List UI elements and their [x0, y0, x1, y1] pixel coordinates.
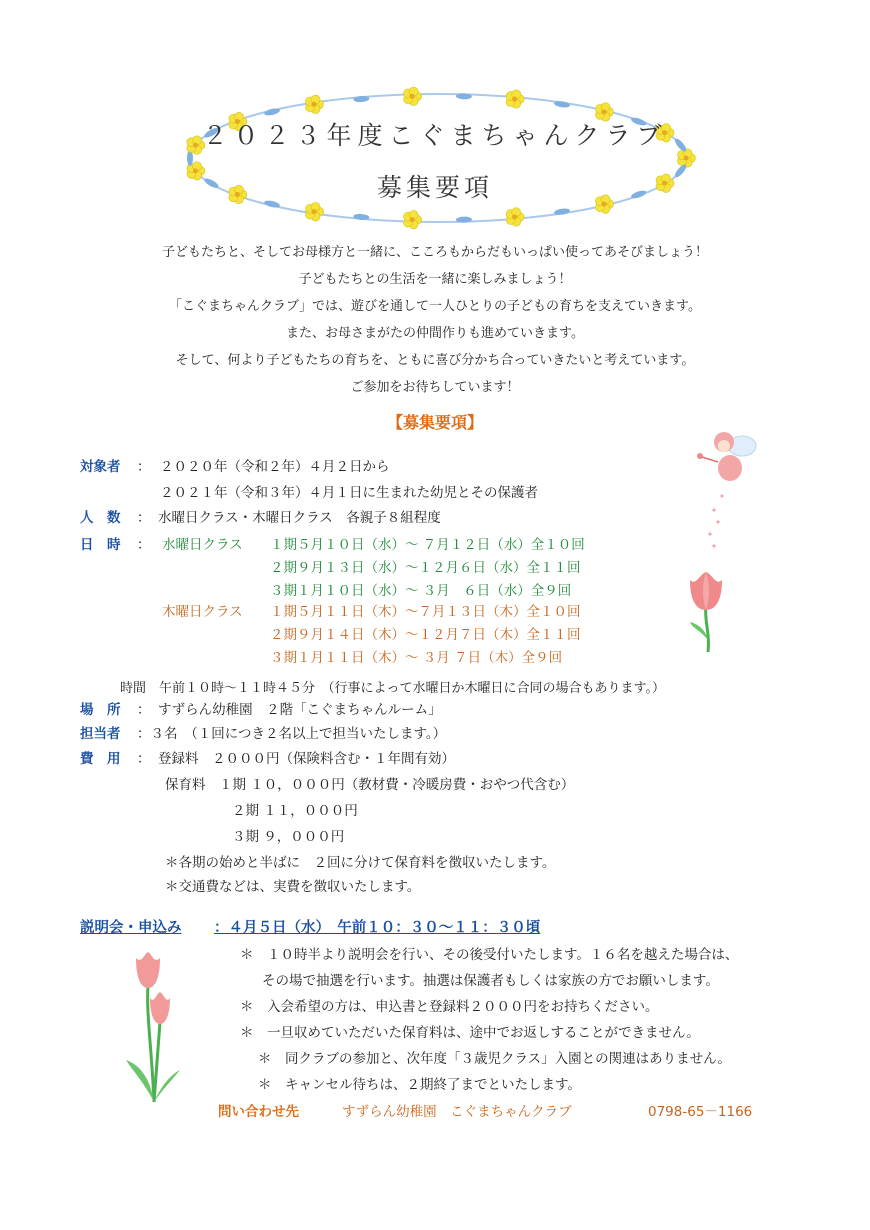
- tulip-pair-icon: [122, 952, 184, 1104]
- intro-line-4: また、お母さまがたの仲間作りも進めていきます。: [286, 326, 584, 341]
- seminar-note-5: ＊ キャンセル待ちは、２期終了までといたします。: [258, 1077, 581, 1093]
- target-line-2: ２０２１年（令和３年）４月１日に生まれた幼児とその保護者: [160, 485, 538, 501]
- place-value: すずらん幼稚園 ２階「こぐまちゃんルーム」: [158, 702, 442, 718]
- intro-line-5: そして、何より子どもたちの育ちを、ともに喜び分かち合っていきたいと考えています。: [175, 353, 695, 368]
- staff-value: ：３名 （１回につき２名以上で担当いたします。）: [137, 726, 447, 742]
- date-label: 日 時: [80, 537, 121, 553]
- seminar-value: ：４月５日（水） 午前１０：３０～１１：３０頃: [214, 920, 541, 936]
- thu-class-label: 木曜日クラス: [162, 604, 243, 620]
- thu-term-2: ２期９月１４日（木）～１２月７日（木）全１１回: [270, 627, 581, 643]
- seminar-note-2: ＊ 入会希望の方は、申込書と登録料２０００円をお持ちください。: [240, 999, 659, 1015]
- intro-line-1: 子どもたちと、そしてお母様方と一緒に、こころもからだもいっぱい使ってあそびましょう！: [161, 245, 708, 260]
- fee-label: 費 用: [80, 751, 121, 767]
- sparkle-trail-icon: [700, 492, 730, 552]
- target-line-1: ２０２０年（令和２年）４月２日から: [160, 459, 390, 475]
- target-label: 対象者: [80, 459, 121, 475]
- seminar-note-3: ＊ 一旦収めていただいた保育料は、途中でお返しすることができません。: [240, 1025, 700, 1041]
- wreath-flower: [404, 210, 422, 229]
- wed-term-2: ２期９月１３日（水）～１２月６日（水）全１１回: [270, 560, 581, 576]
- fee-note-1: ＊各期の始めと半ばに ２回に分けて保育料を徴収いたします。: [165, 855, 556, 871]
- wreath-flower: [506, 90, 524, 109]
- date-colon: ：: [137, 537, 151, 553]
- page-subtitle: 募集要項: [376, 173, 493, 202]
- wreath-flower: [305, 95, 323, 114]
- flower-wreath-icon: [178, 82, 698, 234]
- wreath-flower: [506, 208, 524, 227]
- staff-label: 担当者: [80, 726, 121, 742]
- intro-line-6: ご参加をお待ちしています！: [350, 380, 520, 395]
- number-colon: ：: [137, 510, 151, 526]
- fee-care-term-1: 保育料 １期 １０，０００円（教材費・冷暖房費・おやつ代含む）: [165, 777, 575, 793]
- wreath-flower: [404, 87, 422, 106]
- fee-registration: 登録料 ２０００円（保険料含む・１年間有効）: [158, 751, 455, 767]
- wed-class-label: 水曜日クラス: [162, 537, 243, 553]
- fee-care-term-2: ２期 １１，０００円: [232, 803, 358, 819]
- place-colon: ：: [137, 702, 151, 718]
- seminar-label: 説明会・申込み: [80, 920, 182, 936]
- thu-term-1: １期５月１１日（木）～７月１３日（木）全１０回: [270, 604, 581, 620]
- seminar-note-1-cont: その場で抽選を行います。抽選は保護者もしくは家族の方でお願いします。: [262, 973, 719, 989]
- seminar-note-4: ＊ 同クラブの参加と、次年度「３歳児クラス」入園との関連はありません。: [258, 1051, 731, 1067]
- fee-colon: ：: [137, 751, 151, 767]
- page-title: ２０２３年度こぐまちゃんクラブ: [202, 121, 668, 150]
- intro-line-2: 子どもたちとの生活を一緒に楽しみましょう！: [298, 272, 572, 287]
- wed-term-3: ３期１月１０日（水）～ ３月 ６日（水）全９回: [270, 583, 572, 599]
- wed-term-1: １期５月１０日（水）～ ７月１２日（水）全１０回: [270, 537, 585, 553]
- number-value: 水曜日クラス・木曜日クラス 各親子８組程度: [158, 510, 441, 526]
- tulip-icon: [684, 570, 728, 654]
- number-label: 人 数: [80, 510, 121, 526]
- contact-name: すずらん幼稚園 こぐまちゃんクラブ: [342, 1104, 572, 1120]
- fee-care-term-3: ３期 ９，０００円: [232, 829, 345, 845]
- target-colon: ：: [137, 459, 151, 475]
- intro-line-3: 「こぐまちゃんクラブ」では、遊びを通して一人ひとりの子どもの育ちを支えていきます。: [169, 299, 701, 314]
- time-line: 時間 午前１０時～１１時４５分 （行事によって水曜日か木曜日に合同の場合もあります。）: [120, 681, 665, 696]
- seminar-note-1: ＊ １０時半より説明会を行い、その後受付いたします。１６名を越えた場合は、: [240, 947, 739, 963]
- fairy-icon: [688, 428, 760, 492]
- wreath-flower: [305, 202, 323, 221]
- contact-label: 問い合わせ先: [218, 1104, 299, 1120]
- place-label: 場 所: [80, 702, 121, 718]
- fee-note-2: ＊交通費などは、実費を徴収いたします。: [165, 879, 421, 895]
- section-heading: 【募集要項】: [386, 413, 483, 432]
- contact-phone: 0798-65－1166: [648, 1104, 753, 1120]
- thu-term-3: ３期１月１１日（木）～ ３月 ７日（木）全９回: [270, 650, 563, 666]
